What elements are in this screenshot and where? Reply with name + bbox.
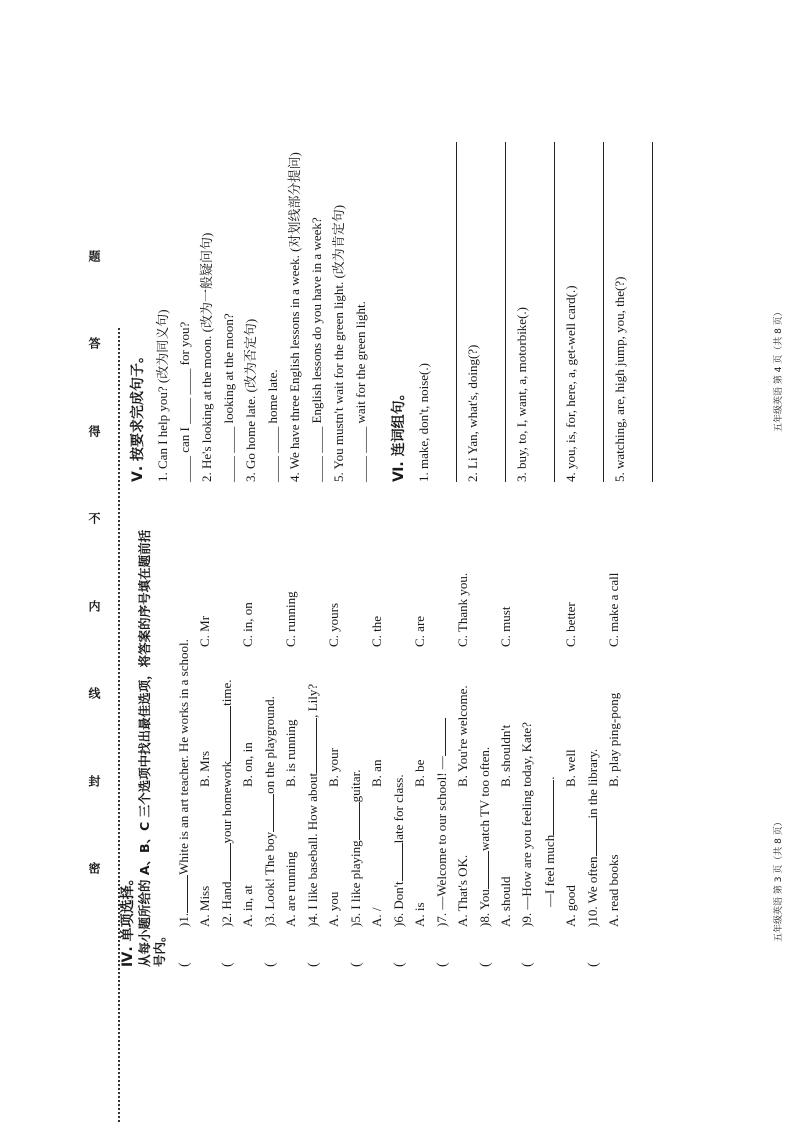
seal-warning: [86, 250, 103, 874]
option-a: A. /: [368, 907, 384, 927]
option-c: C. are: [411, 615, 427, 647]
option-b: B. on, in: [239, 742, 255, 787]
answer-line[interactable]: [536, 142, 555, 482]
answer-line[interactable]: [585, 142, 604, 482]
section-title: Ⅵ. 连词组句。: [390, 386, 407, 482]
option-a: A. should: [497, 876, 513, 927]
reorder-task: 2. Li Yan, what's, doing(?): [464, 344, 480, 482]
option-a: A. is: [411, 902, 427, 927]
sentence-task: 1. Can I help you? (改为同义句): [154, 309, 170, 482]
sentence-task: 4. We have three English lessons in a week. (对划线部分提问): [286, 152, 302, 482]
option-c: C. the: [368, 615, 384, 647]
sentence-answer: ____ ____ home late.: [264, 369, 280, 482]
option-c: C. must: [497, 606, 513, 647]
option-a: A. in, at: [239, 885, 255, 927]
question: ( )6. Don't late for class. A. is B. be C. are: [390, 497, 433, 967]
question: ( )10. We often in the library. A. read books B. play ping-pong C. make a call: [584, 497, 627, 967]
seal-char: 得: [88, 424, 101, 439]
option-a: A. are running: [282, 851, 298, 927]
sentence-answer: ____ ____ wait for the green light.: [352, 301, 368, 482]
option-b: B. an: [368, 759, 384, 787]
seal-char: 密: [88, 861, 101, 876]
reorder-task: 4. you, is, for, here, a, get-well card(.): [562, 285, 578, 482]
option-a: A. That's OK.: [454, 854, 470, 927]
reorder-task: 5. watching, are, high jump, you, the(?): [611, 276, 627, 482]
seal-char: 线: [88, 686, 101, 701]
option-c: C. Thank you.: [454, 572, 470, 647]
seal-char: 封: [88, 774, 101, 789]
seal-char: 不: [88, 511, 101, 526]
answer-line[interactable]: [438, 142, 457, 482]
sentence-answer: ____ ____ English lessons do you have in a week?: [308, 217, 324, 482]
section-instructions: 从每小题所给的 A、B、C 三个选项中找出最佳选项，将答案的序号填在题前括号内。: [136, 529, 167, 967]
option-a: A. good: [562, 885, 578, 927]
answer-line[interactable]: [634, 142, 653, 482]
option-c: C. running: [282, 591, 298, 647]
option-b: B. your: [325, 748, 341, 787]
question: ( )3. Look! The boy on the playground. A. are running B. is running C. running: [261, 497, 304, 967]
sentence-task: 3. Go home late. (改为否定句): [242, 318, 258, 482]
question: ( )9. —How are you feeling today, Kate? —I feel much . A. good B. well C. better: [519, 497, 584, 967]
option-b: B. play ping-pong: [605, 692, 621, 787]
question: ( )2. Hand your homework time. A. in, at B. on, in C. in, on: [218, 497, 261, 967]
sentence-task: 5. You mustn't wait for the green light. (改为肯定句): [330, 204, 346, 482]
option-b: B. is running: [282, 719, 298, 787]
option-b: B. shouldn't: [497, 724, 513, 787]
seal-char: 内: [88, 599, 101, 614]
option-c: C. make a call: [605, 572, 621, 647]
option-a: A. read books: [605, 854, 621, 927]
answer-line[interactable]: [487, 142, 506, 482]
sentence-answer: ____ can I ____ ____ for you?: [176, 321, 192, 482]
option-a: A. you: [325, 891, 341, 927]
option-b: B. well: [562, 749, 578, 787]
seal-char: 题: [88, 249, 101, 264]
option-b: B. You're welcome.: [454, 685, 470, 787]
sentence-task: 2. He's looking at the moon. (改为一般疑问句): [198, 232, 214, 482]
sentence-answer: ____ ____ looking at the moon?: [220, 313, 236, 482]
question: ( )5. I like playing guitar. A. / B. an C. the: [347, 497, 390, 967]
question: ( )7. —Welcome to our school! — A. That's OK. B. You're welcome. C. Thank you.: [433, 497, 476, 967]
page-footer: 五年级英语 第 4 页（共 8 页）: [774, 307, 784, 432]
section-single-choice: [120, 497, 627, 967]
option-c: C. in, on: [239, 602, 255, 647]
option-b: B. be: [411, 759, 427, 787]
section-title: Ⅳ. 单项选择。: [120, 871, 136, 967]
option-c: C. yours: [325, 602, 341, 647]
question: ( )4. I like baseball. How about , Lily? A. you B. your C. yours: [304, 497, 347, 967]
page-footer: 五年级英语 第 3 页（共 8 页）: [774, 817, 784, 942]
reorder-task: 3. buy, to, I, want, a, motorbike(.): [513, 307, 529, 482]
option-a: A. Miss: [196, 885, 212, 927]
sections-5-6: [130, 22, 661, 482]
section-title: Ⅴ. 按要求完成句子。: [130, 348, 146, 482]
option-c: C. better: [562, 602, 578, 647]
question: ( )1. White is an art teacher. He works in a school. A. Miss B. Mrs C. Mr: [175, 497, 218, 967]
option-b: B. Mrs: [196, 750, 212, 787]
reorder-task: 1. make, don't, noise(.): [415, 363, 431, 482]
question: ( )8. You watch TV too often. A. should B. shouldn't C. must: [476, 497, 519, 967]
seal-char: 答: [88, 336, 101, 351]
option-c: C. Mr: [196, 615, 212, 647]
